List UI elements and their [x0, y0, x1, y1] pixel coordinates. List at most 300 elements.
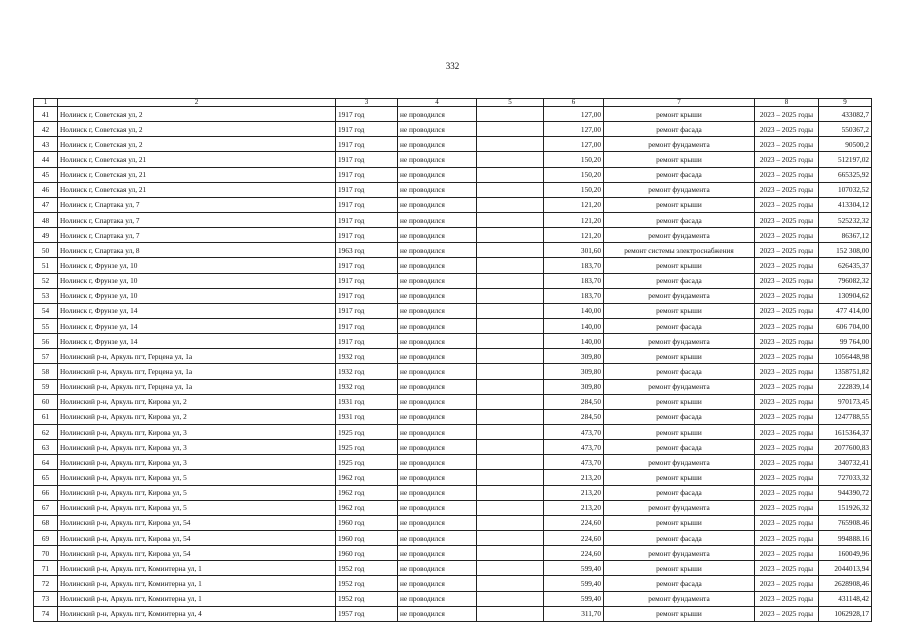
- overhaul-status-cell: не проводился: [398, 152, 477, 167]
- column-header-3: 3: [336, 99, 398, 107]
- repair-program-table: [33, 98, 872, 622]
- address-cell: Нолинский р-н, Аркуль пгт, Герцена ул, 1а: [58, 379, 336, 394]
- area-cell: 213,20: [544, 500, 604, 515]
- empty-cell: [477, 455, 544, 470]
- cost-cell: 994888.16: [819, 530, 872, 545]
- work-type-cell: ремонт системы электроснабжения: [604, 243, 755, 258]
- empty-cell: [477, 243, 544, 258]
- work-type-cell: ремонт крыши: [604, 515, 755, 530]
- year-cell: 1917 год: [336, 334, 398, 349]
- overhaul-status-cell: не проводился: [398, 349, 477, 364]
- area-cell: 140,00: [544, 303, 604, 318]
- row-number: 46: [34, 182, 58, 197]
- area-cell: 224,60: [544, 515, 604, 530]
- address-cell: Нолинский р-н, Аркуль пгт, Коминтерна ул, 1: [58, 591, 336, 606]
- table-row: [34, 228, 872, 243]
- period-cell: 2023 – 2025 годы: [755, 500, 819, 515]
- period-cell: 2023 – 2025 годы: [755, 318, 819, 333]
- address-cell: Нолинск г, Советская ул, 21: [58, 152, 336, 167]
- work-type-cell: ремонт фасада: [604, 576, 755, 591]
- year-cell: 1960 год: [336, 546, 398, 561]
- work-type-cell: ремонт крыши: [604, 258, 755, 273]
- work-type-cell: ремонт крыши: [604, 152, 755, 167]
- year-cell: 1917 год: [336, 107, 398, 122]
- overhaul-status-cell: не проводился: [398, 440, 477, 455]
- year-cell: 1962 год: [336, 500, 398, 515]
- address-cell: Нолинский р-н, Аркуль пгт, Кирова ул, 2: [58, 409, 336, 424]
- area-cell: 473,70: [544, 440, 604, 455]
- area-cell: 599,40: [544, 576, 604, 591]
- table-row: [34, 182, 872, 197]
- area-cell: 311,70: [544, 606, 604, 621]
- period-cell: 2023 – 2025 годы: [755, 107, 819, 122]
- address-cell: Нолинск г, Фрунзе ул, 14: [58, 318, 336, 333]
- table-row: [34, 243, 872, 258]
- period-cell: 2023 – 2025 годы: [755, 576, 819, 591]
- overhaul-status-cell: не проводился: [398, 606, 477, 621]
- empty-cell: [477, 485, 544, 500]
- work-type-cell: ремонт крыши: [604, 394, 755, 409]
- row-number: 61: [34, 409, 58, 424]
- work-type-cell: ремонт фундамента: [604, 137, 755, 152]
- empty-cell: [477, 470, 544, 485]
- year-cell: 1917 год: [336, 288, 398, 303]
- empty-cell: [477, 228, 544, 243]
- work-type-cell: ремонт фасада: [604, 212, 755, 227]
- period-cell: 2023 – 2025 годы: [755, 258, 819, 273]
- table-row: [34, 288, 872, 303]
- empty-cell: [477, 152, 544, 167]
- column-number-row: [34, 99, 872, 107]
- row-number: 45: [34, 167, 58, 182]
- overhaul-status-cell: не проводился: [398, 409, 477, 424]
- area-cell: 599,40: [544, 591, 604, 606]
- column-header-7: 7: [604, 99, 755, 107]
- period-cell: 2023 – 2025 годы: [755, 243, 819, 258]
- table-row: [34, 606, 872, 621]
- cost-cell: 160049,96: [819, 546, 872, 561]
- address-cell: Нолинск г, Фрунзе ул, 10: [58, 273, 336, 288]
- empty-cell: [477, 364, 544, 379]
- area-cell: 284,50: [544, 409, 604, 424]
- empty-cell: [477, 122, 544, 137]
- period-cell: 2023 – 2025 годы: [755, 470, 819, 485]
- empty-cell: [477, 273, 544, 288]
- year-cell: 1917 год: [336, 318, 398, 333]
- cost-cell: 796082,32: [819, 273, 872, 288]
- table-row: [34, 409, 872, 424]
- row-number: 62: [34, 424, 58, 439]
- work-type-cell: ремонт фундамента: [604, 288, 755, 303]
- period-cell: 2023 – 2025 годы: [755, 530, 819, 545]
- year-cell: 1917 год: [336, 182, 398, 197]
- work-type-cell: ремонт фундамента: [604, 455, 755, 470]
- work-type-cell: ремонт фасада: [604, 273, 755, 288]
- cost-cell: 340732,41: [819, 455, 872, 470]
- work-type-cell: ремонт крыши: [604, 197, 755, 212]
- period-cell: 2023 – 2025 годы: [755, 228, 819, 243]
- address-cell: Нолинский р-н, Аркуль пгт, Кирова ул, 5: [58, 485, 336, 500]
- period-cell: 2023 – 2025 годы: [755, 349, 819, 364]
- cost-cell: 413304,12: [819, 197, 872, 212]
- address-cell: Нолинск г, Фрунзе ул, 10: [58, 258, 336, 273]
- year-cell: 1962 год: [336, 485, 398, 500]
- work-type-cell: ремонт фасада: [604, 409, 755, 424]
- address-cell: Нолинский р-н, Аркуль пгт, Коминтерна ул, 4: [58, 606, 336, 621]
- row-number: 68: [34, 515, 58, 530]
- work-type-cell: ремонт фасада: [604, 440, 755, 455]
- area-cell: 140,00: [544, 334, 604, 349]
- area-cell: 213,20: [544, 485, 604, 500]
- overhaul-status-cell: не проводился: [398, 576, 477, 591]
- cost-cell: 606 704,00: [819, 318, 872, 333]
- row-number: 59: [34, 379, 58, 394]
- column-header-5: 5: [477, 99, 544, 107]
- cost-cell: 1358751,82: [819, 364, 872, 379]
- row-number: 58: [34, 364, 58, 379]
- year-cell: 1917 год: [336, 152, 398, 167]
- year-cell: 1960 год: [336, 530, 398, 545]
- overhaul-status-cell: не проводился: [398, 167, 477, 182]
- area-cell: 473,70: [544, 455, 604, 470]
- cost-cell: 151926,32: [819, 500, 872, 515]
- area-cell: 309,80: [544, 379, 604, 394]
- area-cell: 183,70: [544, 288, 604, 303]
- row-number: 50: [34, 243, 58, 258]
- address-cell: Нолинский р-н, Аркуль пгт, Кирова ул, 5: [58, 500, 336, 515]
- address-cell: Нолинск г, Фрунзе ул, 14: [58, 303, 336, 318]
- address-cell: Нолинск г, Советская ул, 2: [58, 137, 336, 152]
- cost-cell: 525232,32: [819, 212, 872, 227]
- area-cell: 150,20: [544, 182, 604, 197]
- empty-cell: [477, 318, 544, 333]
- row-number: 65: [34, 470, 58, 485]
- cost-cell: 1062928,17: [819, 606, 872, 621]
- cost-cell: 1056448,98: [819, 349, 872, 364]
- area-cell: 121,20: [544, 197, 604, 212]
- overhaul-status-cell: не проводился: [398, 122, 477, 137]
- address-cell: Нолинский р-н, Аркуль пгт, Коминтерна ул, 1: [58, 561, 336, 576]
- overhaul-status-cell: не проводился: [398, 303, 477, 318]
- empty-cell: [477, 167, 544, 182]
- work-type-cell: ремонт фасада: [604, 167, 755, 182]
- overhaul-status-cell: не проводился: [398, 107, 477, 122]
- work-type-cell: ремонт крыши: [604, 107, 755, 122]
- period-cell: 2023 – 2025 годы: [755, 152, 819, 167]
- cost-cell: 665325,92: [819, 167, 872, 182]
- row-number: 51: [34, 258, 58, 273]
- row-number: 43: [34, 137, 58, 152]
- table-row: [34, 167, 872, 182]
- overhaul-status-cell: не проводился: [398, 591, 477, 606]
- period-cell: 2023 – 2025 годы: [755, 212, 819, 227]
- period-cell: 2023 – 2025 годы: [755, 122, 819, 137]
- empty-cell: [477, 500, 544, 515]
- table-row: [34, 303, 872, 318]
- table-row: [34, 470, 872, 485]
- year-cell: 1925 год: [336, 440, 398, 455]
- work-type-cell: ремонт фундамента: [604, 546, 755, 561]
- overhaul-status-cell: не проводился: [398, 455, 477, 470]
- address-cell: Нолинский р-н, Аркуль пгт, Герцена ул, 1а: [58, 364, 336, 379]
- table-row: [34, 379, 872, 394]
- area-cell: 213,20: [544, 470, 604, 485]
- row-number: 69: [34, 530, 58, 545]
- row-number: 60: [34, 394, 58, 409]
- work-type-cell: ремонт фундамента: [604, 379, 755, 394]
- period-cell: 2023 – 2025 годы: [755, 440, 819, 455]
- empty-cell: [477, 288, 544, 303]
- period-cell: 2023 – 2025 годы: [755, 379, 819, 394]
- table-row: [34, 515, 872, 530]
- row-number: 56: [34, 334, 58, 349]
- page-number: 332: [445, 61, 460, 71]
- overhaul-status-cell: не проводился: [398, 379, 477, 394]
- table-row: [34, 364, 872, 379]
- row-number: 42: [34, 122, 58, 137]
- empty-cell: [477, 212, 544, 227]
- address-cell: Нолинский р-н, Аркуль пгт, Кирова ул, 2: [58, 394, 336, 409]
- work-type-cell: ремонт фундамента: [604, 591, 755, 606]
- period-cell: 2023 – 2025 годы: [755, 334, 819, 349]
- empty-cell: [477, 424, 544, 439]
- period-cell: 2023 – 2025 годы: [755, 182, 819, 197]
- cost-cell: 130904,62: [819, 288, 872, 303]
- work-type-cell: ремонт фасада: [604, 318, 755, 333]
- area-cell: 150,20: [544, 167, 604, 182]
- table-row: [34, 212, 872, 227]
- row-number: 41: [34, 107, 58, 122]
- table-row: [34, 424, 872, 439]
- area-cell: 284,50: [544, 394, 604, 409]
- address-cell: Нолинский р-н, Аркуль пгт, Герцена ул, 1а: [58, 349, 336, 364]
- table-row: [34, 137, 872, 152]
- table-row: [34, 334, 872, 349]
- year-cell: 1963 год: [336, 243, 398, 258]
- overhaul-status-cell: не проводился: [398, 546, 477, 561]
- period-cell: 2023 – 2025 годы: [755, 515, 819, 530]
- year-cell: 1960 год: [336, 515, 398, 530]
- row-number: 63: [34, 440, 58, 455]
- table-row: [34, 576, 872, 591]
- table-row: [34, 440, 872, 455]
- work-type-cell: ремонт фасада: [604, 364, 755, 379]
- address-cell: Нолинск г, Советская ул, 2: [58, 122, 336, 137]
- period-cell: 2023 – 2025 годы: [755, 364, 819, 379]
- cost-cell: 765908.46: [819, 515, 872, 530]
- empty-cell: [477, 530, 544, 545]
- work-type-cell: ремонт фундамента: [604, 500, 755, 515]
- cost-cell: 550367,2: [819, 122, 872, 137]
- overhaul-status-cell: не проводился: [398, 182, 477, 197]
- table-row: [34, 273, 872, 288]
- table-row: [34, 152, 872, 167]
- empty-cell: [477, 197, 544, 212]
- year-cell: 1931 год: [336, 409, 398, 424]
- period-cell: 2023 – 2025 годы: [755, 167, 819, 182]
- table-row: [34, 485, 872, 500]
- column-header-1: 1: [34, 99, 58, 107]
- overhaul-status-cell: не проводился: [398, 288, 477, 303]
- work-type-cell: ремонт крыши: [604, 561, 755, 576]
- work-type-cell: ремонт фундамента: [604, 334, 755, 349]
- period-cell: 2023 – 2025 годы: [755, 424, 819, 439]
- empty-cell: [477, 515, 544, 530]
- row-number: 48: [34, 212, 58, 227]
- table-row: [34, 455, 872, 470]
- area-cell: 127,00: [544, 107, 604, 122]
- overhaul-status-cell: не проводился: [398, 137, 477, 152]
- empty-cell: [477, 606, 544, 621]
- empty-cell: [477, 258, 544, 273]
- empty-cell: [477, 349, 544, 364]
- work-type-cell: ремонт крыши: [604, 606, 755, 621]
- table-row: [34, 122, 872, 137]
- row-number: 70: [34, 546, 58, 561]
- area-cell: 140,00: [544, 318, 604, 333]
- overhaul-status-cell: не проводился: [398, 197, 477, 212]
- area-cell: 121,20: [544, 228, 604, 243]
- period-cell: 2023 – 2025 годы: [755, 606, 819, 621]
- year-cell: 1917 год: [336, 303, 398, 318]
- table-row: [34, 530, 872, 545]
- overhaul-status-cell: не проводился: [398, 561, 477, 576]
- area-cell: 301,60: [544, 243, 604, 258]
- period-cell: 2023 – 2025 годы: [755, 273, 819, 288]
- table-row: [34, 107, 872, 122]
- year-cell: 1917 год: [336, 122, 398, 137]
- year-cell: 1931 год: [336, 394, 398, 409]
- cost-cell: 970173,45: [819, 394, 872, 409]
- row-number: 55: [34, 318, 58, 333]
- year-cell: 1925 год: [336, 424, 398, 439]
- row-number: 53: [34, 288, 58, 303]
- period-cell: 2023 – 2025 годы: [755, 546, 819, 561]
- overhaul-status-cell: не проводился: [398, 228, 477, 243]
- overhaul-status-cell: не проводился: [398, 243, 477, 258]
- empty-cell: [477, 546, 544, 561]
- address-cell: Нолинский р-н, Аркуль пгт, Коминтерна ул, 1: [58, 576, 336, 591]
- table-row: [34, 546, 872, 561]
- work-type-cell: ремонт фундамента: [604, 182, 755, 197]
- cost-cell: 433082,7: [819, 107, 872, 122]
- row-number: 72: [34, 576, 58, 591]
- row-number: 54: [34, 303, 58, 318]
- work-type-cell: ремонт фундамента: [604, 228, 755, 243]
- year-cell: 1917 год: [336, 137, 398, 152]
- overhaul-status-cell: не проводился: [398, 334, 477, 349]
- address-cell: Нолинский р-н, Аркуль пгт, Кирова ул, 5: [58, 470, 336, 485]
- year-cell: 1952 год: [336, 576, 398, 591]
- empty-cell: [477, 440, 544, 455]
- period-cell: 2023 – 2025 годы: [755, 303, 819, 318]
- year-cell: 1917 год: [336, 228, 398, 243]
- period-cell: 2023 – 2025 годы: [755, 561, 819, 576]
- address-cell: Нолинск г, Советская ул, 21: [58, 182, 336, 197]
- table-row: [34, 500, 872, 515]
- cost-cell: 152 308,00: [819, 243, 872, 258]
- area-cell: 224,60: [544, 530, 604, 545]
- column-header-8: 8: [755, 99, 819, 107]
- overhaul-status-cell: не проводился: [398, 470, 477, 485]
- cost-cell: 512197,02: [819, 152, 872, 167]
- cost-cell: 727033,32: [819, 470, 872, 485]
- area-cell: 127,00: [544, 137, 604, 152]
- cost-cell: 107032,52: [819, 182, 872, 197]
- area-cell: 127,00: [544, 122, 604, 137]
- empty-cell: [477, 576, 544, 591]
- address-cell: Нолинск г, Спартака ул, 7: [58, 212, 336, 227]
- area-cell: 309,80: [544, 364, 604, 379]
- table-row: [34, 561, 872, 576]
- column-header-4: 4: [398, 99, 477, 107]
- cost-cell: 477 414,00: [819, 303, 872, 318]
- empty-cell: [477, 107, 544, 122]
- empty-cell: [477, 182, 544, 197]
- row-number: 49: [34, 228, 58, 243]
- year-cell: 1917 год: [336, 167, 398, 182]
- table-row: [34, 394, 872, 409]
- year-cell: 1925 год: [336, 455, 398, 470]
- address-cell: Нолинский р-н, Аркуль пгт, Кирова ул, 54: [58, 530, 336, 545]
- address-cell: Нолинск г, Спартака ул, 8: [58, 243, 336, 258]
- row-number: 52: [34, 273, 58, 288]
- row-number: 44: [34, 152, 58, 167]
- overhaul-status-cell: не проводился: [398, 530, 477, 545]
- period-cell: 2023 – 2025 годы: [755, 409, 819, 424]
- work-type-cell: ремонт крыши: [604, 470, 755, 485]
- address-cell: Нолинский р-н, Аркуль пгт, Кирова ул, 3: [58, 455, 336, 470]
- work-type-cell: ремонт крыши: [604, 303, 755, 318]
- area-cell: 309,80: [544, 349, 604, 364]
- address-cell: Нолинский р-н, Аркуль пгт, Кирова ул, 3: [58, 424, 336, 439]
- row-number: 71: [34, 561, 58, 576]
- year-cell: 1962 год: [336, 470, 398, 485]
- year-cell: 1917 год: [336, 197, 398, 212]
- address-cell: Нолинск г, Фрунзе ул, 10: [58, 288, 336, 303]
- address-cell: Нолинск г, Советская ул, 21: [58, 167, 336, 182]
- cost-cell: 2044013,94: [819, 561, 872, 576]
- overhaul-status-cell: не проводился: [398, 485, 477, 500]
- cost-cell: 2077600,83: [819, 440, 872, 455]
- overhaul-status-cell: не проводился: [398, 273, 477, 288]
- table-row: [34, 318, 872, 333]
- empty-cell: [477, 561, 544, 576]
- address-cell: Нолинск г, Спартака ул, 7: [58, 197, 336, 212]
- cost-cell: 99 764,00: [819, 334, 872, 349]
- year-cell: 1917 год: [336, 258, 398, 273]
- work-type-cell: ремонт фасада: [604, 122, 755, 137]
- empty-cell: [477, 591, 544, 606]
- row-number: 66: [34, 485, 58, 500]
- year-cell: 1952 год: [336, 591, 398, 606]
- table-row: [34, 197, 872, 212]
- period-cell: 2023 – 2025 годы: [755, 485, 819, 500]
- area-cell: 599,40: [544, 561, 604, 576]
- work-type-cell: ремонт крыши: [604, 349, 755, 364]
- cost-cell: 626435,37: [819, 258, 872, 273]
- area-cell: 183,70: [544, 258, 604, 273]
- overhaul-status-cell: не проводился: [398, 500, 477, 515]
- table-row: [34, 591, 872, 606]
- overhaul-status-cell: не проводился: [398, 212, 477, 227]
- address-cell: Нолинский р-н, Аркуль пгт, Кирова ул, 54: [58, 546, 336, 561]
- row-number: 67: [34, 500, 58, 515]
- empty-cell: [477, 303, 544, 318]
- year-cell: 1957 год: [336, 606, 398, 621]
- period-cell: 2023 – 2025 годы: [755, 591, 819, 606]
- address-cell: Нолинск г, Спартака ул, 7: [58, 228, 336, 243]
